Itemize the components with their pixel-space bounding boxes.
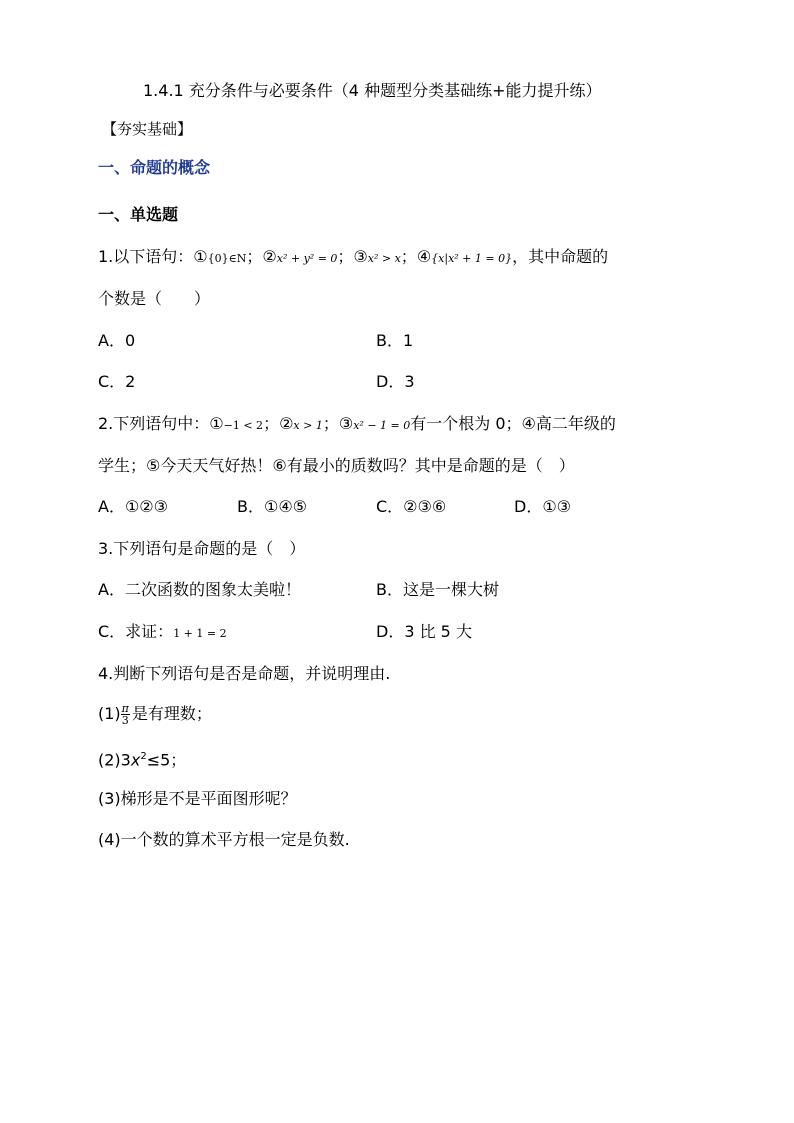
pi-over-3-fraction: $\frac{\pi}{3}$ bbox=[121, 702, 129, 727]
q3-stem: 3.下列语句是命题的是（ ） bbox=[98, 539, 306, 558]
q4-part-3: (3)梯形是不是平面图形呢？ bbox=[98, 789, 297, 808]
q1-option-b: B．1 bbox=[376, 331, 414, 350]
q1-option-c: C．2 bbox=[98, 372, 136, 391]
q2-stem-line2: 学生；⑤今天天气好热！⑥有最小的质数吗？其中是命题的是（ ） bbox=[98, 456, 575, 475]
q4-stem: 4.判断下列语句是否是命题，并说明理由. bbox=[98, 664, 391, 683]
q3-option-c: C．求证：1 + 1 = 2 bbox=[98, 622, 227, 641]
q3-option-d: D．3 比 5 大 bbox=[376, 622, 472, 641]
q1-stem-line2: 个数是（ ） bbox=[98, 289, 211, 308]
q2-stem-line1: 2.下列语句中：①−1 < 2；②x > 1；③x² − 1 = 0有一个根为 0；④高二年级的 bbox=[98, 414, 616, 433]
section-tag: 【夯实基础】 bbox=[102, 120, 193, 138]
q1-stem-line1: 1.以下语句：①{0}∈N；②x² + y² = 0；③x² > x；④{x|x² + 1 = 0}，其中命题的 bbox=[98, 247, 609, 266]
q2-option-a: A．①②③ bbox=[98, 497, 168, 516]
question-type-heading: 一、单选题 bbox=[98, 205, 179, 224]
document-title: 1.4.1 充分条件与必要条件（4 种题型分类基础练+能力提升练） bbox=[143, 81, 602, 100]
q1-option-d: D．3 bbox=[376, 372, 415, 391]
q2-option-c: C．②③⑥ bbox=[376, 497, 447, 516]
q4-part-2: $(2)3x^2\le 5$； bbox=[98, 750, 187, 770]
q2-option-d: D．①③ bbox=[514, 497, 572, 516]
q2-option-b: B．①④⑤ bbox=[237, 497, 308, 516]
q1-option-a: A．0 bbox=[98, 331, 136, 350]
q4-part-1: (1) $\frac{\pi}{3}$ 是有理数； bbox=[98, 702, 212, 727]
section-heading: 一、命题的概念 bbox=[98, 158, 211, 177]
q3-option-b: B．这是一棵大树 bbox=[376, 580, 499, 599]
q3-option-a: A．二次函数的图象太美啦！ bbox=[98, 580, 301, 599]
q4-part-4: (4)一个数的算术平方根一定是负数. bbox=[98, 830, 350, 849]
